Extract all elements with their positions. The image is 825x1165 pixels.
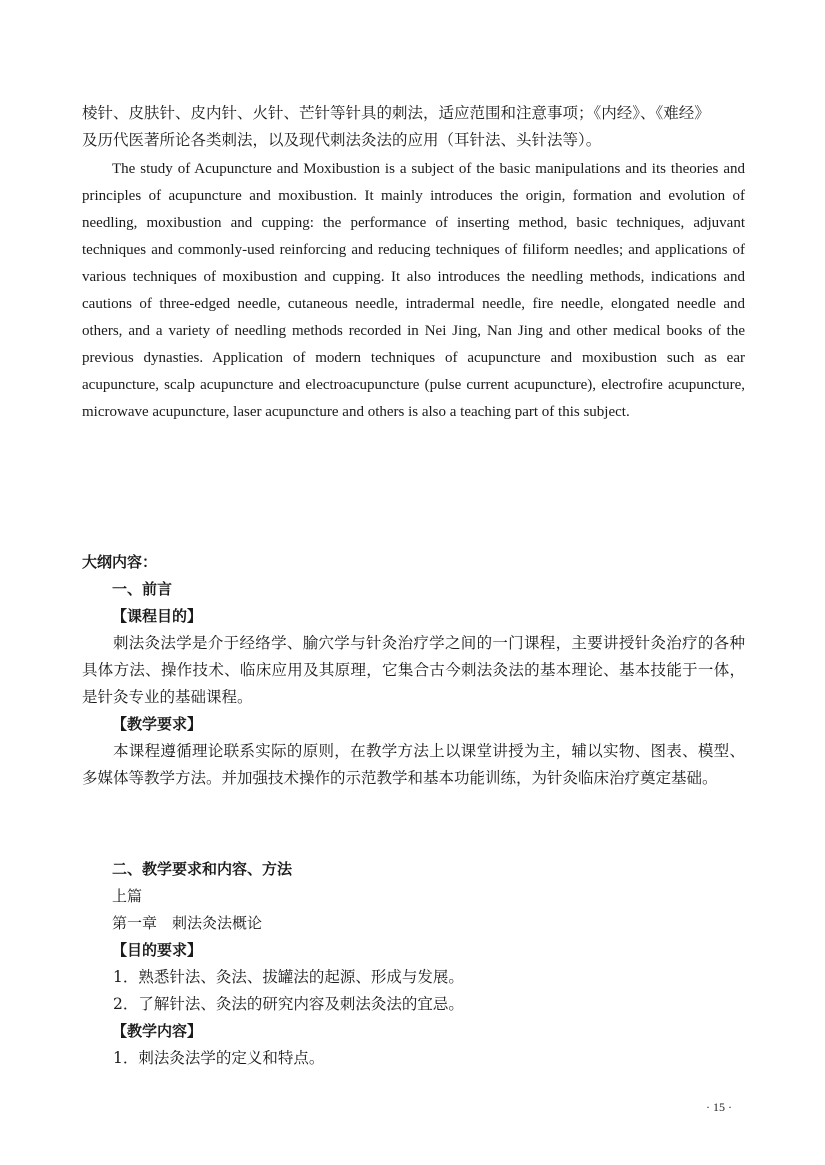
english-paragraph: The study of Acupuncture and Moxibustion is a subject of the basic manipulations and its theories and principles of acupuncture and moxibustion. It mainly introduces the origin, formation and evolution of needling, moxibustion and cupping: the performance of inserting method, basic techniques, adjuvant techniques and commonly-used reinforcing and reducing techniques of filiform needles; and applications of various techniques of moxibustion and cupping. It also introduces the needling methods, indications and cautions of three-edged needle, cutaneous needle, intradermal needle, fire needle, elongated needle and others, and a variety of needling methods recorded in Nei Jing, Nan Jing and other medical books of the previous dynasties. Application of modern techniques of acupuncture and moxibustion such as ear acupuncture, scalp acupuncture and electroacupuncture (pulse current acupuncture), electrofire acupuncture, microwave acupuncture, laser acupuncture and others is also a teaching part of this subject. [82,161,745,420]
section-1-heading: 一、前言 [112,580,173,598]
english-paragraph-block [82,156,745,426]
section-2-block [82,856,745,1072]
page-number: · 15 · [706,1100,732,1114]
top-paragraph-line-2: 及历代医著所论各类刺法，以及现代刺法灸法的应用（耳针法、头针法等）。 [82,131,602,149]
chapter-1-title: 第一章 刺法灸法概论 [112,914,263,932]
outline-section [82,549,745,792]
top-paragraph-line-1: 棱针、皮肤针、皮内针、火针、芒针等针具的刺法，适应范围和注意事项；《内经》、《难经》 [82,104,710,122]
top-paragraph-cn [82,100,745,154]
section-2-heading: 二、教学要求和内容、方法 [112,860,293,878]
teaching-content-heading: 【教学内容】 [112,1022,203,1040]
teaching-requirements-heading: 【教学要求】 [112,715,203,733]
teaching-content-item-1: 1．刺法灸法学的定义和特点。 [113,1049,325,1067]
objectives-heading: 【目的要求】 [112,941,203,959]
objective-item-1: 1．熟悉针法、灸法、拔罐法的起源、形成与发展。 [113,968,464,986]
course-purpose-heading: 【课程目的】 [112,607,203,625]
teaching-requirements-text: 本课程遵循理论联系实际的原则，在教学方法上以课堂讲授为主，辅以实物、图表、模型、多媒体等教学方法。并加强技术操作的示范教学和基本功能训练，为针灸临床治疗奠定基础。 [82,742,745,787]
course-purpose-text: 刺法灸法学是介于经络学、腧穴学与针灸治疗学之间的一门课程，主要讲授针灸治疗的各种具体方法、操作技术、临床应用及其原理，它集合古今刺法灸法的基本理论、基本技能于一体，是针灸专业的基础课程。 [82,634,745,706]
outline-heading: 大纲内容： [82,553,158,571]
part-label: 上篇 [112,887,143,905]
objective-item-2: 2．了解针法、灸法的研究内容及刺法灸法的宜忌。 [113,995,464,1013]
